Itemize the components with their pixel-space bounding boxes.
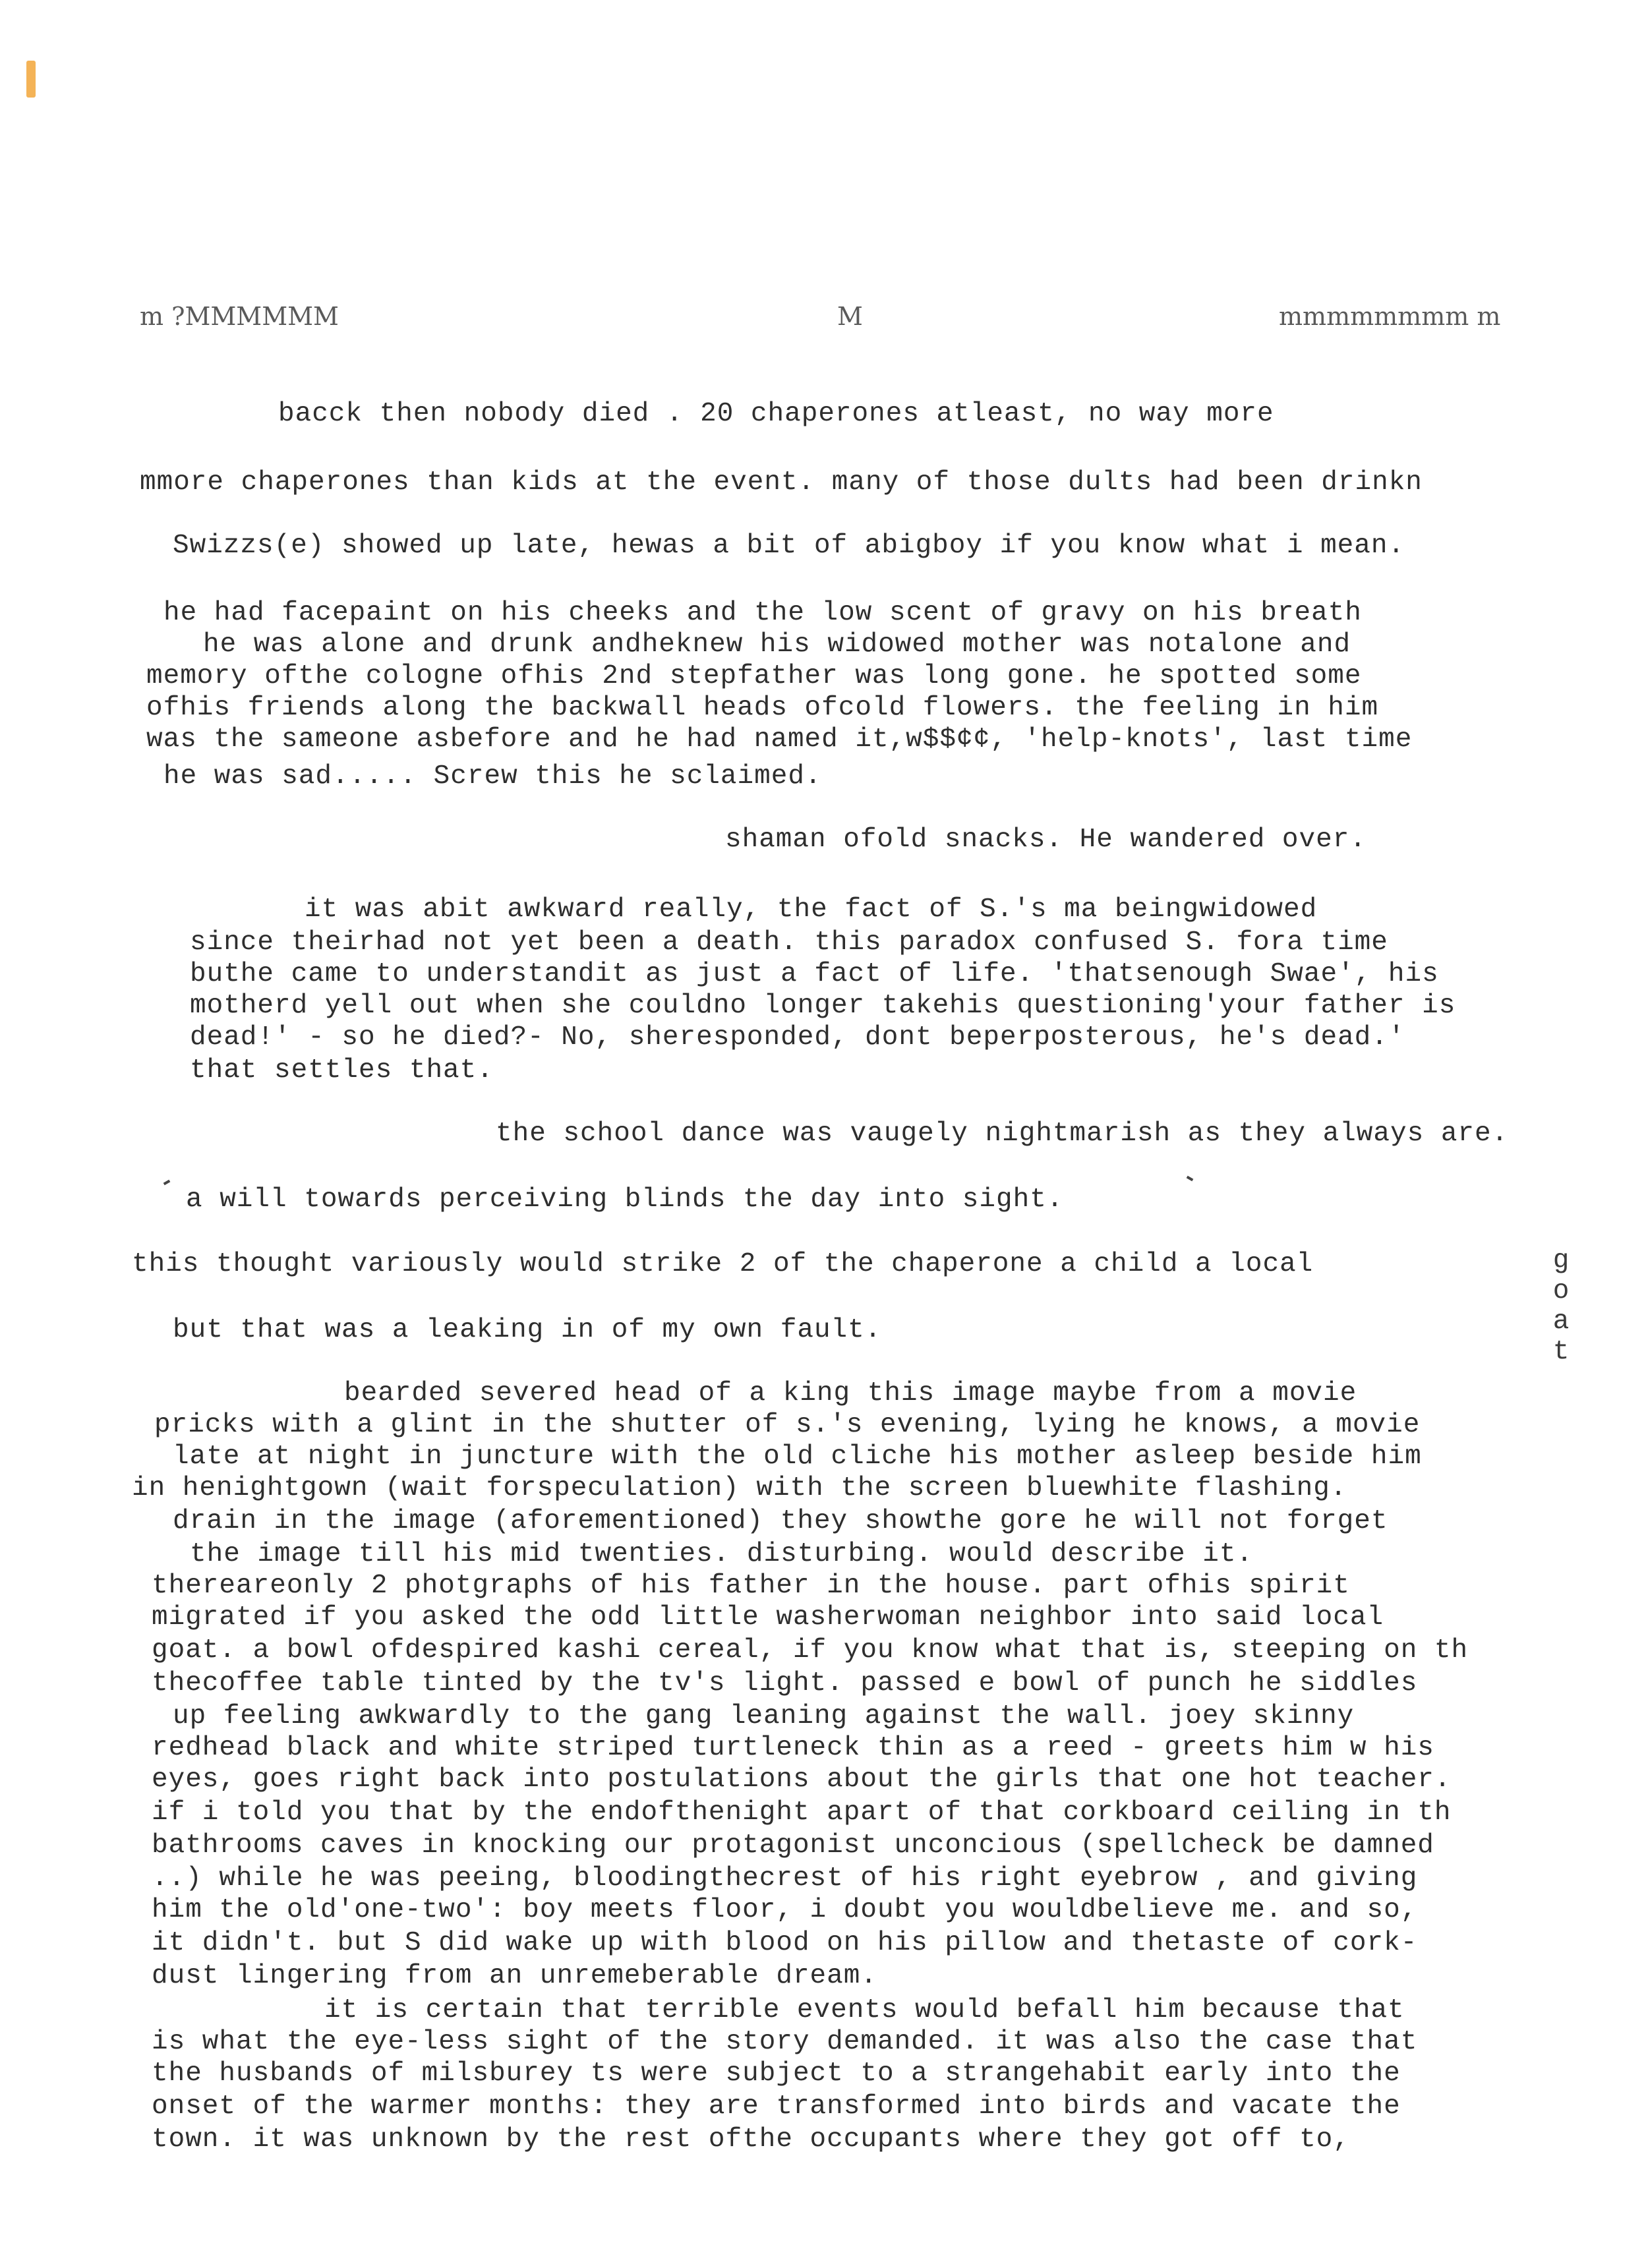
header-right-marks: mmmmmmmm m xyxy=(1279,302,1501,331)
text-line: bacck then nobody died . 20 chaperones atleast, no way more xyxy=(278,399,1274,429)
text-line: the husbands of milsburey ts were subject to a strangehabit early into the xyxy=(152,2058,1401,2089)
quote-tick xyxy=(1187,1176,1194,1181)
text-line: him the old'one-two': boy meets floor, i doubt you wouldbelieve me. and so, xyxy=(152,1895,1418,1925)
text-line: this thought variously would strike 2 of the chaperone a child a local xyxy=(132,1249,1314,1279)
text-line: buthe came to understandit as just a fact of life. 'thatsenough Swae', his xyxy=(190,959,1439,989)
text-line: Swizzs(e) showed up late, hewas a bit of abigboy if you know what i mean. xyxy=(173,531,1405,561)
text-line: if i told you that by the endofthenight apart of that corkboard ceiling in th xyxy=(152,1797,1452,1828)
header-center-mark: M xyxy=(837,302,863,331)
header-left-marks: m ?MMMMMM xyxy=(140,302,339,331)
text-line: late at night in juncture with the old cliche his mother asleep beside him xyxy=(173,1441,1422,1472)
text-line: redhead black and white striped turtleneck thin as a reed - greets him w his xyxy=(152,1733,1434,1763)
text-line: it was abit awkward really, the fact of S.'s ma beingwidowed xyxy=(305,894,1318,925)
text-line: pricks with a glint in the shutter of s.'s evening, lying he knows, a movie xyxy=(154,1410,1421,1440)
text-line: it didn't. but S did wake up with blood on his pillow and thetaste of cork- xyxy=(152,1928,1418,1958)
text-line: ..) while he was peeing, bloodingthecrest of his right eyebrow , and giving xyxy=(152,1863,1418,1894)
text-line: he was sad..... Screw this he sclaimed. xyxy=(163,761,822,792)
text-line: thecoffee table tinted by the tv's light. passed e bowl of punch he siddles xyxy=(152,1668,1418,1699)
text-line: he had facepaint on his cheeks and the low scent of gravy on his breath xyxy=(163,598,1362,628)
text-line: dead!' - so he died?- No, sheresponded, dont beperposterous, he's dead.' xyxy=(190,1022,1405,1053)
text-line: up feeling awkwardly to the gang leaning against the wall. joey skinny xyxy=(173,1701,1355,1731)
orange-edge-mark xyxy=(26,61,36,98)
text-line: ofhis friends along the backwall heads ofcold flowers. the feeling in him xyxy=(146,693,1379,723)
text-line: since theirhad not yet been a death. this paradox confused S. fora time xyxy=(190,927,1388,958)
text-line: eyes, goes right back into postulations about the girls that one hot teacher. xyxy=(152,1764,1452,1795)
text-line: is what the eye-less sight of the story demanded. it was also the case that xyxy=(152,2027,1418,2057)
margin-word: goat xyxy=(1546,1246,1576,1367)
text-line: town. it was unknown by the rest ofthe occupants where they got off to, xyxy=(152,2124,1350,2155)
text-line: goat. a bowl ofdespired kashi cereal, if you know what that is, steeping on th xyxy=(152,1635,1469,1666)
text-line: mmore chaperones than kids at the event. many of those dults had been drinkn xyxy=(140,467,1423,498)
text-line: he was alone and drunk andheknew his widowed mother was notalone and xyxy=(203,629,1351,660)
text-line: a will towards perceiving blinds the day into sight. xyxy=(186,1184,1064,1215)
text-line: migrated if you asked the odd little washerwoman neighbor into said local xyxy=(152,1602,1384,1633)
text-line: drain in the image (aforementioned) they showthe gore he will not forget xyxy=(173,1506,1388,1536)
text-line: thereareonly 2 photgraphs of his father in the house. part ofhis spirit xyxy=(152,1571,1350,1601)
text-line: motherd yell out when she couldno longer takehis questioning'your father is xyxy=(190,991,1456,1021)
quote-tick xyxy=(163,1180,171,1185)
text-line: the school dance was vaugely nightmarish as they always are. xyxy=(496,1119,1509,1149)
text-line: shaman ofold snacks. He wandered over. xyxy=(725,825,1367,855)
text-line: bearded severed head of a king this image maybe from a movie xyxy=(344,1378,1357,1409)
text-line: the image till his mid twenties. disturbing. would describe it. xyxy=(190,1539,1254,1569)
text-line: onset of the warmer months: they are transformed into birds and vacate the xyxy=(152,2091,1401,2122)
text-line: but that was a leaking in of my own fault. xyxy=(173,1315,882,1345)
text-line: dust lingering from an unremeberable dream. xyxy=(152,1961,877,1991)
text-line: bathrooms caves in knocking our protagonist unconcious (spellcheck be damned xyxy=(152,1830,1434,1861)
text-line: it is certain that terrible events would befall him because that xyxy=(324,1995,1405,2025)
text-line: was the sameone asbefore and he had named it,w$$¢¢, 'help-knots', last time xyxy=(146,724,1413,755)
text-line: that settles that. xyxy=(190,1055,494,1086)
text-line: memory ofthe cologne ofhis 2nd stepfather was long gone. he spotted some xyxy=(146,661,1362,691)
text-line: in henightgown (wait forspeculation) with the screen bluewhite flashing. xyxy=(132,1473,1347,1503)
